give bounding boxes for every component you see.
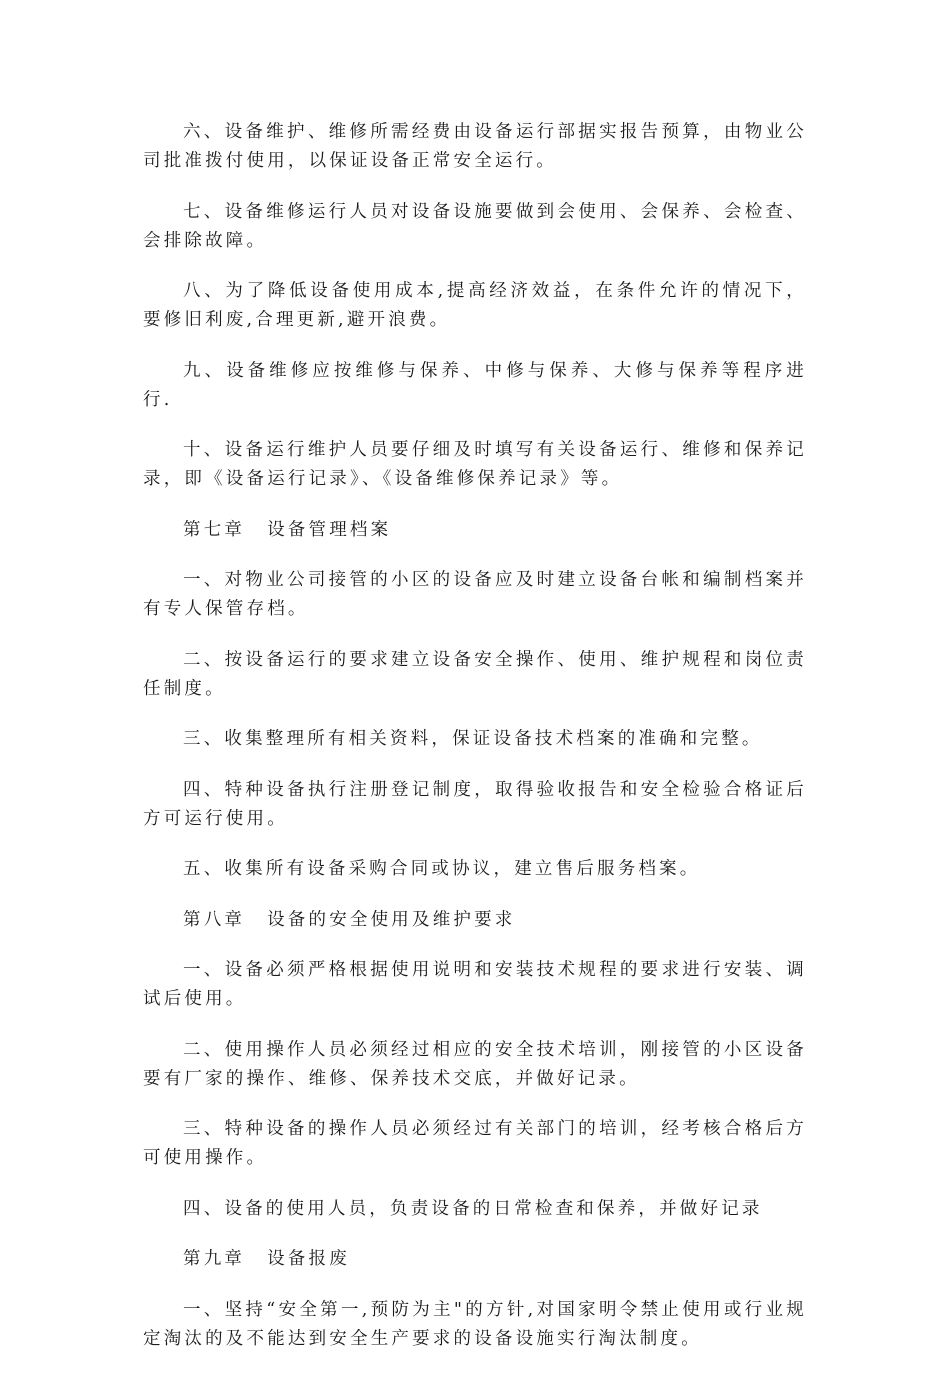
chapter-7-title: 设备管理档案 — [267, 519, 392, 540]
chapter-7-heading — [143, 516, 807, 545]
chapter-8-item-2: 二、使用操作人员必须经过相应的安全技术培训，刚接管的小区设备要有厂家的操作、维修、保养技术交底，并做好记录。 — [143, 1039, 807, 1089]
chapter-9-number: 第九章 — [183, 1249, 246, 1269]
chapter-8-item-3: 三、特种设备的操作人员必须经过有关部门的培训，经考核合格后方可使用操作。 — [143, 1119, 807, 1168]
chapter-8-item-4: 四、设备的使用人员，负责设备的日常检查和保养，并做好记录 — [183, 1198, 763, 1219]
paragraph-6: 六、设备维护、维修所需经费由设备运行部据实报告预算，由物业公司批准拨付使用，以保证设备正常安全运行。 — [143, 122, 807, 171]
chapter-8-number: 第八章 — [183, 909, 246, 930]
chapter-8-heading — [143, 906, 807, 935]
chapter-7-item-5: 五、收集所有设备采购合同或协议，建立售后服务档案。 — [183, 859, 701, 879]
paragraph-10: 十、设备运行维护人员要仔细及时填写有关设备运行、维修和保养记录，即《设备运行记录》、《设备维修保养记录》等。 — [143, 440, 807, 489]
paragraph-8: 八、为了降低设备使用成本,提高经济效益，在条件允许的情况下，要修旧利废,合理更新,避开浪费。 — [143, 281, 807, 330]
chapter-7-item-1: 一、对物业公司接管的小区的设备应及时建立设备台帐和编制档案并有专人保管存档。 — [143, 570, 807, 619]
chapter-7-number: 第七章 — [183, 519, 246, 540]
chapter-9-item-1: 一、坚持“安全第一,预防为主"的方针,对国家明令禁止使用或行业规定淘汰的及不能达到安全生产要求的设备设施实行淘汰制度。 — [143, 1299, 807, 1349]
chapter-7-item-3: 三、收集整理所有相关资料，保证设备技术档案的准确和完整。 — [183, 729, 763, 749]
chapter-9-title: 设备报废 — [267, 1249, 350, 1269]
document-page — [143, 118, 807, 1375]
paragraph-7: 七、设备维修运行人员对设备设施要做到会使用、会保养、会检查、会排除故障。 — [143, 201, 807, 251]
paragraph-9: 九、设备维修应按维修与保养、中修与保养、大修与保养等程序进行. — [143, 360, 807, 410]
chapter-7-item-2: 二、按设备运行的要求建立设备安全操作、使用、维护规程和岗位责任制度。 — [143, 649, 807, 699]
chapter-8-title: 设备的安全使用及维护要求 — [267, 909, 516, 930]
chapter-8-item-1: 一、设备必须严格根据使用说明和安装技术规程的要求进行安装、调试后使用。 — [143, 960, 807, 1009]
chapter-7-item-4: 四、特种设备执行注册登记制度，取得验收报告和安全检验合格证后方可运行使用。 — [143, 779, 807, 829]
chapter-9-heading — [143, 1245, 807, 1274]
